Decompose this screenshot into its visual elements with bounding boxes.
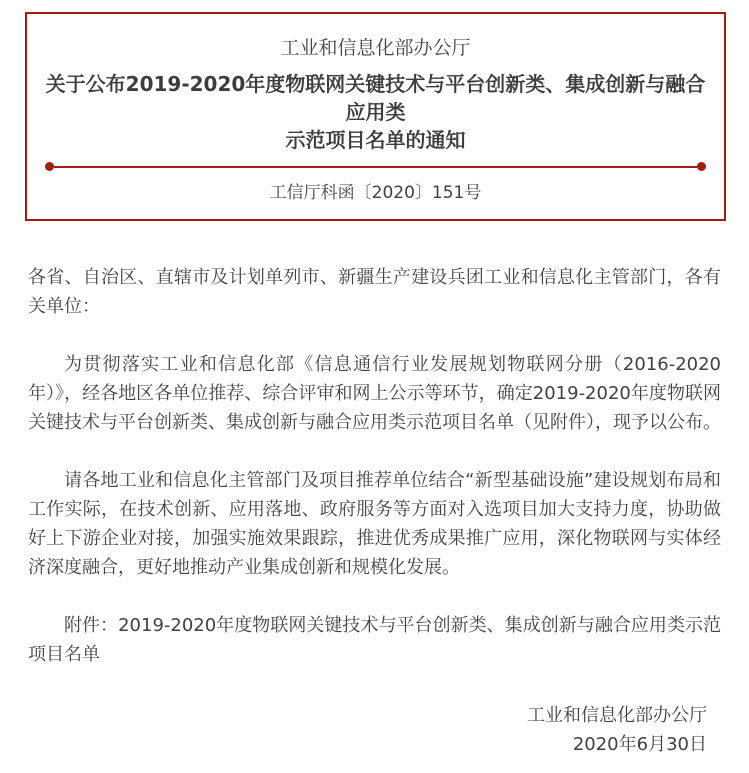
notice-title [43,70,708,154]
paragraph-publication: 为贯彻落实工业和信息化部《信息通信行业发展规划物联网分册（2016-2020年）》，经各地区各单位推荐、综合评审和网上公示等环节，确定2019-2020年度物联网关键技术与平台创新类、集成创新与融合应用类示范项目名单（见附件），现予以公布。 [28,354,721,433]
divider-left-dot-icon [45,162,54,171]
title-divider [45,162,706,171]
document-number: 工信厅科函〔2020〕151号 [269,183,482,203]
divider-right-dot-icon [697,162,706,171]
divider-rule [54,166,697,168]
notice-title-line-1: 关于公布2019-2020年度物联网关键技术与平台创新类、集成创新与融合应用类 [45,72,706,124]
signature-date: 2020年6月30日 [572,734,707,755]
issuing-department: 工业和信息化部办公厅 [280,37,471,59]
signature-department: 工业和信息化部办公厅 [527,705,707,726]
notice-body [28,263,721,759]
paragraph-instructions: 请各地工业和信息化主管部门及项目推荐单位结合“新型基础设施”建设规划布局和工作实际，在技术创新、应用落地、政府服务等方面对入选项目加大支持力度，协助做好上下游企业对接，加强实施效果跟踪，推进优秀成果推广应用，深化物联网与实体经济深度融合，更好地推动产业集成创新和规模化发展。 [28,470,721,578]
notice-title-line-2: 示范项目名单的通知 [285,128,466,152]
notice-header-box [25,12,726,221]
attachment-line: 附件：2019-2020年度物联网关键技术与平台创新类、集成创新与融合应用类示范项目名单 [28,615,721,665]
salutation: 各省、自治区、直辖市及计划单列市、新疆生产建设兵团工业和信息化主管部门，各有关单位： [28,267,721,317]
